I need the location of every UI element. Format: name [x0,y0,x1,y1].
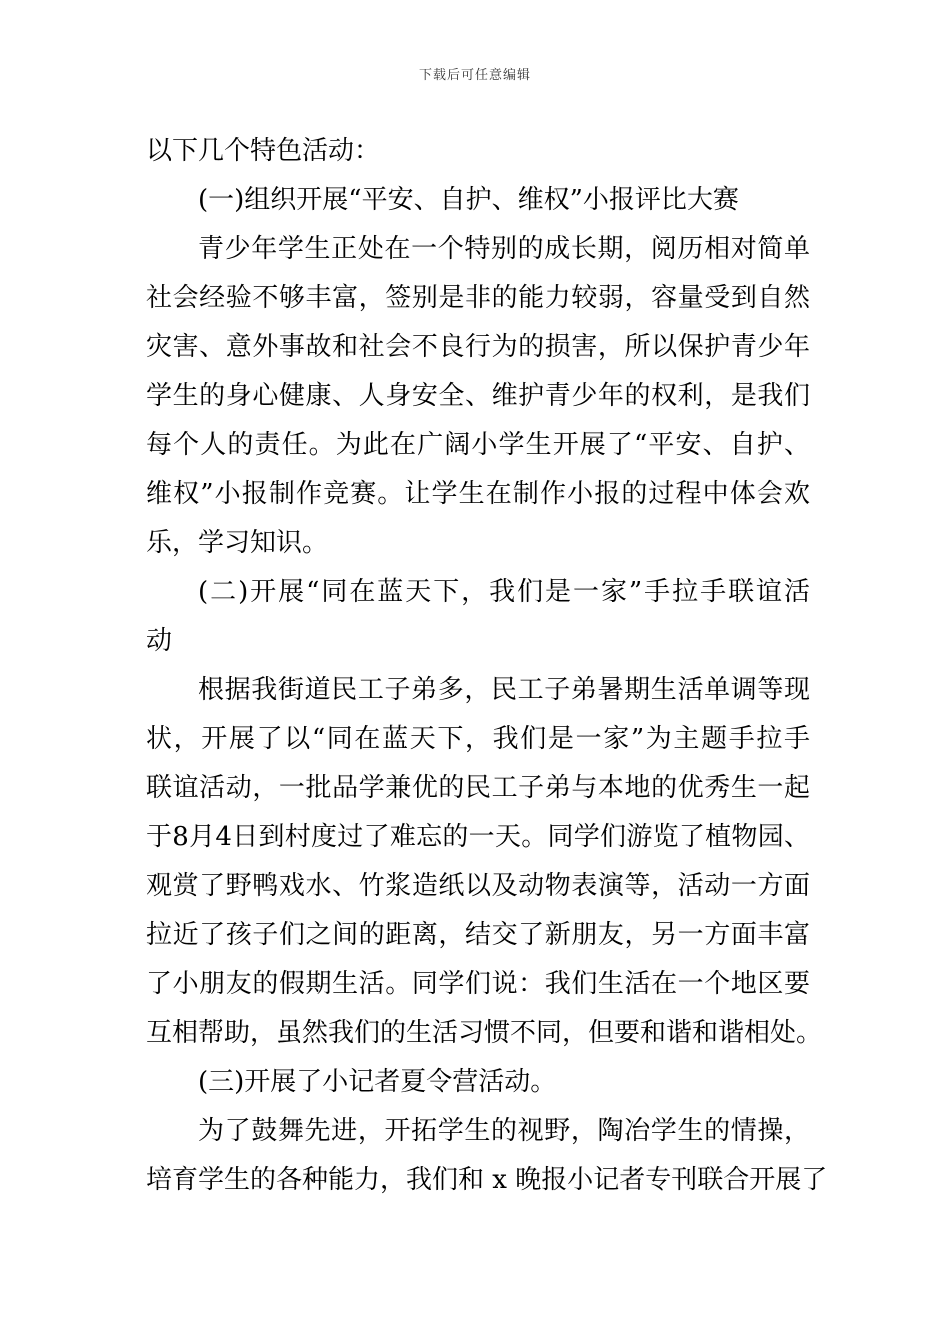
paragraph-line: 拉近了孩子们之间的距离，结交了新朋友，另一方面丰富 [146,920,810,950]
paragraph-line: 了小朋友的假期生活。同学们说：我们生活在一个地区要 [146,969,810,999]
paragraph-line: 状，开展了以“同在蓝天下，我们是一家”为主题手拉手 [146,724,810,754]
paragraph-line: 学生的身心健康、人身安全、维护青少年的权利，是我们 [146,381,810,411]
paragraph-line: 青少年学生正处在一个特别的成长期，阅历相对简单 [198,234,810,264]
paragraph-line: 于8月4日到村度过了难忘的一天。同学们游览了植物园、 [146,822,810,852]
paragraph-line: 维权”小报制作竞赛。让学生在制作小报的过程中体会欢 [146,479,810,509]
paragraph-line: 根据我街道民工子弟多，民工子弟暑期生活单调等现 [198,675,810,705]
section-heading: (二)开展“同在蓝天下，我们是一家”手拉手联谊活 [198,577,810,607]
paragraph-line: 社会经验不够丰富，签别是非的能力较弱，容量受到自然 [146,283,810,313]
paragraph-line: 为了鼓舞先进，开拓学生的视野，陶冶学生的情操， [198,1116,810,1146]
section-heading: (三)开展了小记者夏令营活动。 [198,1067,557,1097]
paragraph-line: 每个人的责任。为此在广阔小学生开展了“平安、自护、 [146,430,810,460]
document-body [146,127,828,1205]
paragraph-line: 观赏了野鸭戏水、竹浆造纸以及动物表演等，活动一方面 [146,871,810,901]
paragraph-line: 培育学生的各种能力，我们和 x 晚报小记者专刊联合开展了 [146,1165,828,1195]
paragraph-line: 乐，学习知识。 [146,528,329,558]
section-heading: (一)组织开展“平安、自护、维权”小报评比大赛 [198,185,739,215]
page-header: 下载后可任意编辑 [418,68,531,83]
section-heading: 动 [146,626,173,656]
text-line: 以下几个特色活动： [146,136,381,166]
paragraph-line: 互相帮助，虽然我们的生活习惯不同，但要和谐和谐相处。 [146,1018,823,1048]
paragraph-line: 灾害、意外事故和社会不良行为的损害，所以保护青少年 [146,332,810,362]
paragraph-line: 联谊活动，一批品学兼优的民工子弟与本地的优秀生一起 [146,773,810,803]
